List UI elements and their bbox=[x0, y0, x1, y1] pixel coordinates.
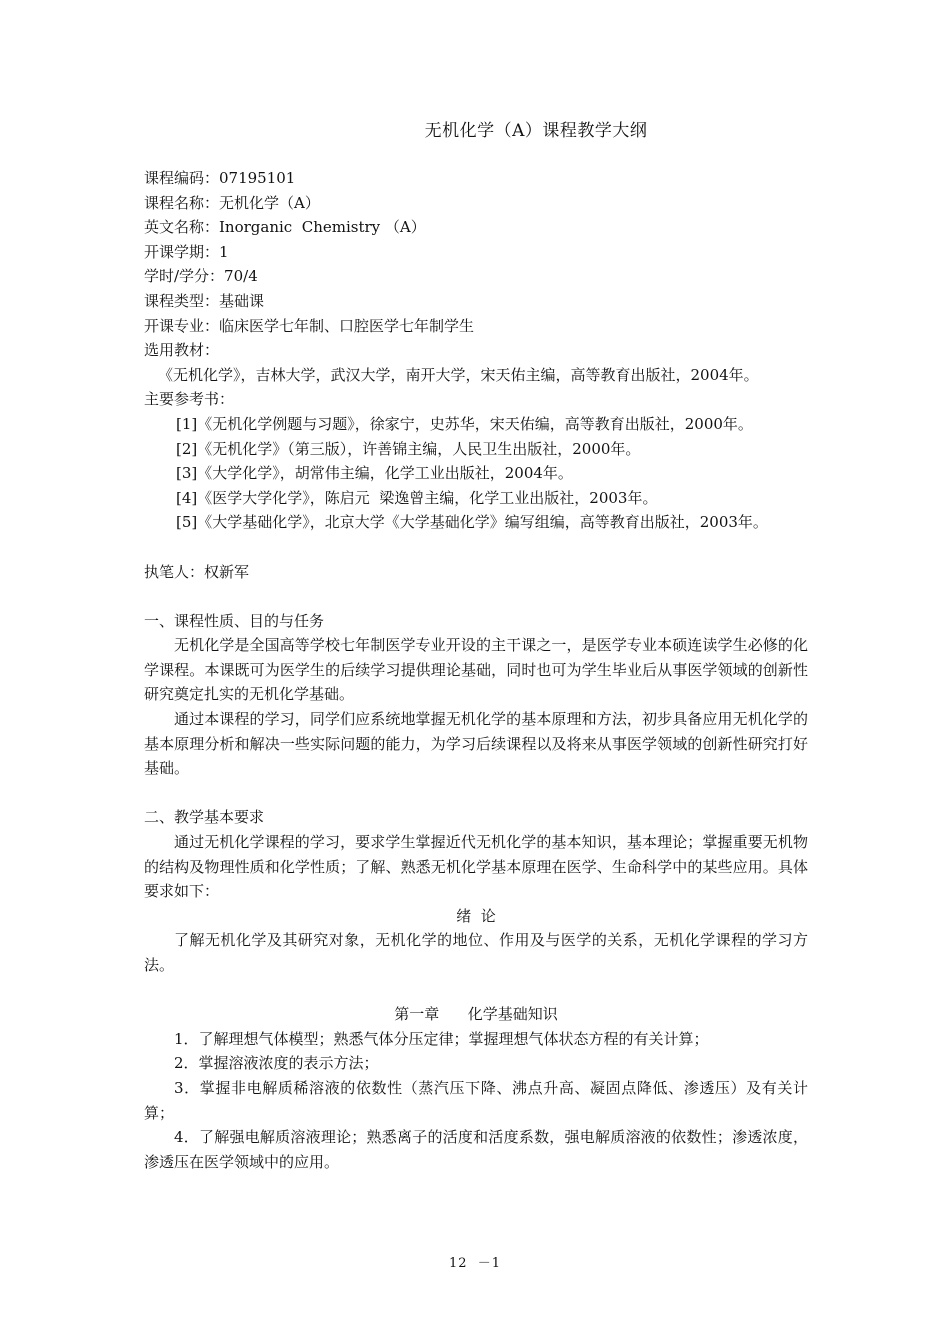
course-code: 课程编码：07195101 bbox=[144, 169, 296, 187]
paragraph: 无机化学是全国高等学校七年制医学专业开设的主干课之一，是医学专业本硕连读学生必修的化学课程。本课既可为医学生的后续学习提供理论基础，同时也可为学生毕业后从事医学领域的创新性研究奠定扎实的无机化学基础。 bbox=[144, 636, 808, 704]
course-type: 课程类型：基础课 bbox=[144, 291, 265, 310]
list-item: 2．掌握溶液浓度的表示方法； bbox=[174, 1054, 379, 1073]
textbook-label: 选用教材： bbox=[144, 341, 220, 360]
paragraph: 通过无机化学课程的学习，要求学生掌握近代无机化学的基本知识，基本理论；掌握重要无机物的结构及物理性质和化学性质；了解、熟悉无机化学基本原理在医学、生命科学中的某些应用。具体要求如下： bbox=[144, 833, 808, 901]
page-number: 12 －1 bbox=[448, 1256, 502, 1271]
reference-item: [2]《无机化学》（第三版），许善锦主编，人民卫生出版社，2000年。 bbox=[176, 439, 641, 458]
reference-item: [4]《医学大学化学》，陈启元 梁逸曾主编，化学工业出版社，2003年。 bbox=[176, 488, 658, 507]
reference-item: [5]《大学基础化学》，北京大学《大学基础化学》编写组编，高等教育出版社，2003年。 bbox=[176, 513, 768, 532]
section-heading: 二、教学基本要求 bbox=[144, 808, 265, 827]
references-label: 主要参考书： bbox=[144, 390, 235, 409]
hours-credits: 学时/学分：70/4 bbox=[144, 267, 258, 286]
chapter-heading: 第一章 化学基础知识 bbox=[394, 1005, 558, 1024]
course-name: 课程名称：无机化学（A） bbox=[144, 193, 320, 212]
target-majors: 开课专业：临床医学七年制、口腔医学七年制学生 bbox=[144, 316, 475, 335]
document-body bbox=[144, 166, 808, 1174]
list-item: 1．了解理想气体模型；熟悉气体分压定律；掌握理想气体状态方程的有关计算； bbox=[174, 1029, 709, 1048]
paragraph: 了解无机化学及其研究对象，无机化学的地位、作用及与医学的关系，无机化学课程的学习方法。 bbox=[144, 931, 808, 974]
semester: 开课学期：1 bbox=[144, 242, 229, 261]
author: 执笔人：权新军 bbox=[144, 562, 250, 581]
paragraph: 通过本课程的学习，同学们应系统地掌握无机化学的基本原理和方法，初步具备应用无机化学的基本原理分析和解决一些实际问题的能力，为学习后续课程以及将来从事医学领域的创新性研究打好基础。 bbox=[144, 710, 808, 778]
reference-item: [3]《大学化学》，胡常伟主编，化学工业出版社，2004年。 bbox=[176, 464, 573, 483]
list-item: 3．掌握非电解质稀溶液的依数性（蒸汽压下降、沸点升高、凝固点降低、渗透压）及有关计算； bbox=[144, 1078, 808, 1122]
reference-item: [1]《无机化学例题与习题》，徐家宁，史苏华，宋天佑编，高等教育出版社，2000年。 bbox=[176, 414, 753, 433]
page-title: 无机化学（A）课程教学大纲 bbox=[424, 121, 648, 141]
english-name: 英文名称：Inorganic Chemistry （A） bbox=[144, 218, 426, 237]
textbook: 《无机化学》，吉林大学，武汉大学，南开大学，宋天佑主编，高等教育出版社，2004年。 bbox=[158, 365, 759, 384]
section-heading: 一、课程性质、目的与任务 bbox=[144, 611, 325, 630]
list-item: 4．了解强电解质溶液理论；熟悉离子的活度和活度系数，强电解质溶液的依数性；渗透浓度，渗透压在医学领域中的应用。 bbox=[144, 1128, 808, 1171]
subsection-heading: 绪 论 bbox=[456, 906, 496, 925]
